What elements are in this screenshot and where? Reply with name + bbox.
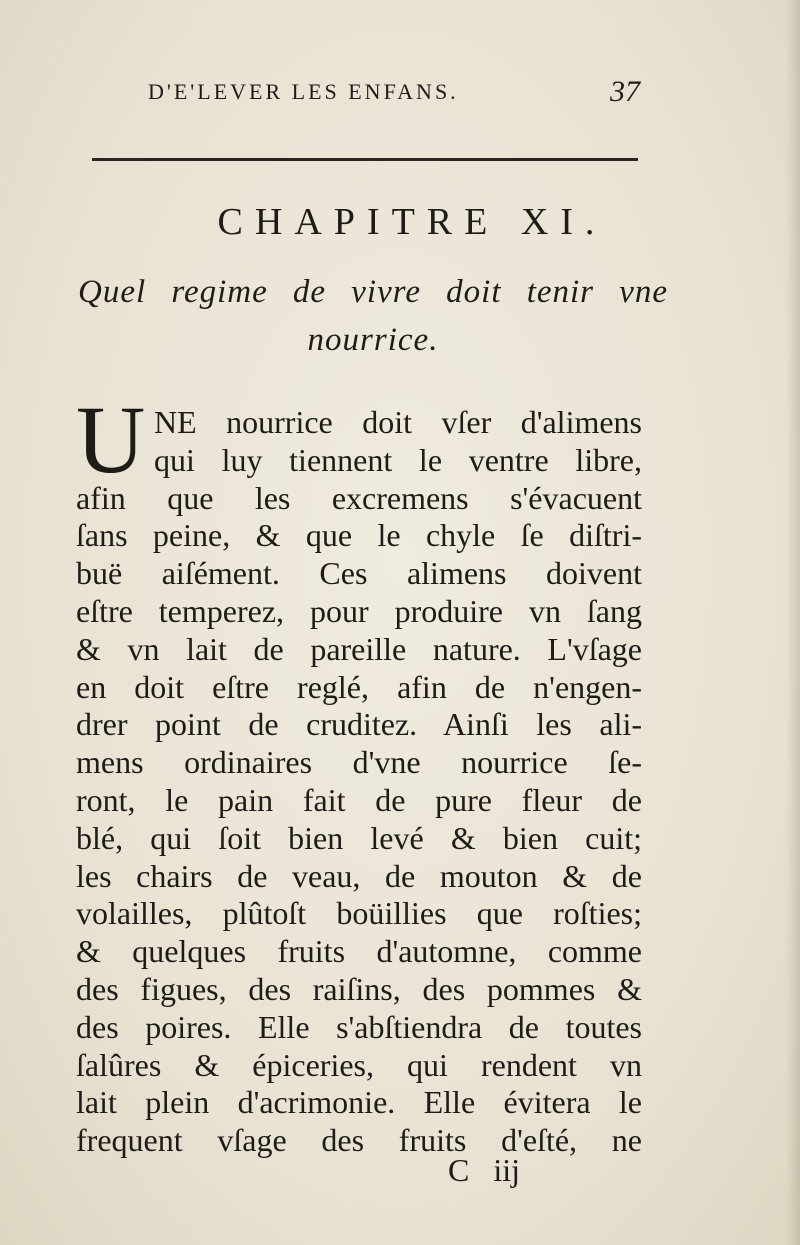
- running-head: [0, 75, 800, 115]
- subtitle-line: Quel regime de vivre doit tenir vne: [78, 274, 668, 310]
- drop-cap: U: [76, 386, 146, 493]
- text-line: en doit eſtre reglé, afin de n'engen-: [76, 668, 642, 705]
- text-line: & vn lait de pareille nature. L'vſage: [76, 630, 642, 667]
- text-line: mens ordinaires d'vne nourrice ſe-: [76, 744, 642, 781]
- text-line: ſalûres & épiceries, qui rendent vn: [76, 1046, 642, 1083]
- chapter-title: CHAPITRE XI.: [217, 201, 607, 243]
- body-text: [76, 404, 642, 1160]
- subtitle-line: nourrice.: [307, 322, 439, 358]
- text-line: frequent vſage des fruits d'eſté, ne: [76, 1122, 642, 1159]
- signature-mark: C iij: [448, 1152, 521, 1188]
- text-line-content: nourrice doit vſer d'alimens: [226, 404, 643, 440]
- text-line: des poires. Elle s'abſtiendra de toutes: [76, 1008, 642, 1045]
- text-line: blé, qui ſoit bien levé & bien cuit;: [76, 819, 642, 856]
- header-rule: [92, 158, 638, 161]
- page-edge-shadow: [786, 0, 800, 1245]
- text-line: eſtre temperez, pour produire vn ſang: [76, 592, 642, 629]
- text-line: & quelques fruits d'automne, comme: [76, 933, 642, 970]
- text-line: ront, le pain fait de pure fleur de: [76, 781, 642, 818]
- text-line: afin que les excremens s'évacuent: [76, 479, 642, 516]
- text-line: les chairs de veau, de mouton & de: [76, 857, 642, 894]
- text-line: buë aiſément. Ces alimens doivent: [76, 555, 642, 592]
- text-line: ſans peine, & que le chyle ſe diſtri-: [76, 517, 642, 554]
- text-line: [76, 404, 642, 442]
- page-number: 37: [610, 75, 640, 108]
- text-line: volailles, plûtoſt boüillies que roſties;: [76, 895, 642, 932]
- text-line: qui luy tiennent le ventre libre,: [154, 441, 642, 478]
- text-line: lait plein d'acrimonie. Elle évitera le: [76, 1084, 642, 1121]
- text-line: des figues, des raiſins, des pommes &: [76, 970, 642, 1007]
- running-title: D'E'LEVER LES ENFANS.: [148, 79, 459, 104]
- first-word-rest: NE: [154, 404, 197, 440]
- chapter-subtitle: [78, 268, 668, 364]
- text-line: drer point de cruditez. Ainſi les ali-: [76, 706, 642, 743]
